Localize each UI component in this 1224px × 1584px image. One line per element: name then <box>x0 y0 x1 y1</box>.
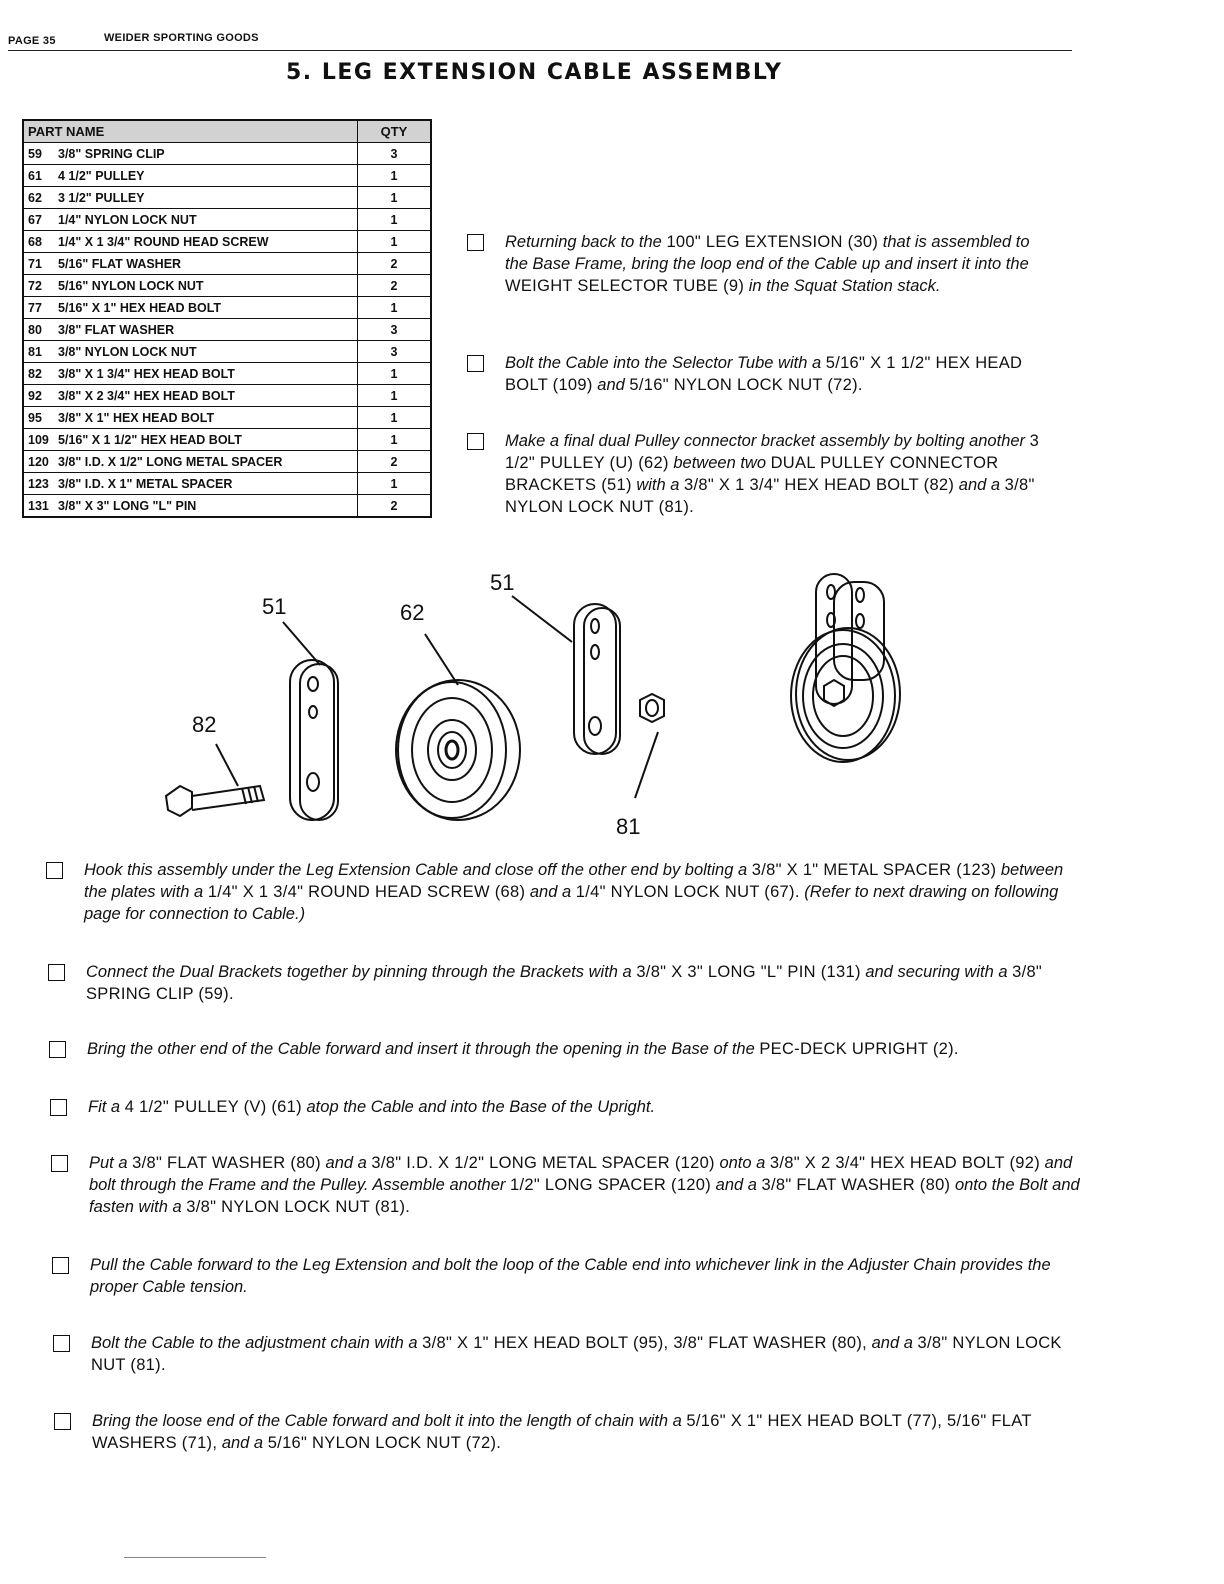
table-row <box>23 209 431 231</box>
part-name: 5/16" NYLON LOCK NUT <box>58 278 204 293</box>
checkbox[interactable] <box>467 234 484 251</box>
table-header-row <box>23 120 431 143</box>
step-bottom-8: Bring the loose end of the Cable forward and bolt it into the length of chain with a 5/16" X 1" HEX HEAD BOLT (77), 5/16" FLAT WASHERS (71), and a 5/16" NYLON LOCK NUT (72). <box>92 1410 1086 1454</box>
callout-81: 81 <box>616 814 641 839</box>
part-name-cell <box>23 495 358 518</box>
part-qty: 2 <box>358 495 432 518</box>
table-row <box>23 187 431 209</box>
part-name: 5/16" X 1" HEX HEAD BOLT <box>58 300 222 315</box>
part-name: 3/8" SPRING CLIP <box>58 146 165 161</box>
part-number: 81 <box>28 344 42 359</box>
checkbox[interactable] <box>46 862 63 879</box>
part-name: 3/8" FLAT WASHER <box>58 322 175 337</box>
part-name-cell <box>23 297 358 319</box>
part-name: 3/8" NYLON LOCK NUT <box>58 344 197 359</box>
part-number: 68 <box>28 234 42 249</box>
callout-51-left: 51 <box>262 594 287 619</box>
part-name-cell <box>23 165 358 187</box>
table-row <box>23 341 431 363</box>
table-row <box>23 451 431 473</box>
footer-rule <box>124 1557 266 1558</box>
part-qty: 2 <box>358 451 432 473</box>
part-number: 82 <box>28 366 42 381</box>
checkbox[interactable] <box>50 1099 67 1116</box>
part-qty: 3 <box>358 143 432 165</box>
part-name: 3/8" X 1 3/4" HEX HEAD BOLT <box>58 366 235 381</box>
page-title: 5. LEG EXTENSION CABLE ASSEMBLY <box>286 60 783 85</box>
part-name: 5/16" X 1 1/2" HEX HEAD BOLT <box>58 432 242 447</box>
step-top-2: Bolt the Cable into the Selector Tube with a 5/16" X 1 1/2" HEX HEAD BOLT (109) and 5/16" NYLON LOCK NUT (72). <box>505 352 1050 396</box>
part-qty: 1 <box>358 297 432 319</box>
company-name: WEIDER SPORTING GOODS <box>104 32 259 44</box>
part-name: 1/4" X 1 3/4" ROUND HEAD SCREW <box>58 234 269 249</box>
part-number: 92 <box>28 388 42 403</box>
part-qty: 1 <box>358 473 432 495</box>
callout-82: 82 <box>192 712 217 737</box>
step-bottom-4: Fit a 4 1/2" PULLEY (V) (61) atop the Cable and into the Base of the Upright. <box>88 1096 1082 1118</box>
checkbox[interactable] <box>52 1257 69 1274</box>
checkbox[interactable] <box>53 1335 70 1352</box>
part-number: 71 <box>28 256 42 271</box>
table-row <box>23 473 431 495</box>
part-name-cell <box>23 407 358 429</box>
part-name-cell <box>23 473 358 495</box>
parts-table <box>22 119 432 518</box>
table-row <box>23 165 431 187</box>
part-number: 95 <box>28 410 42 425</box>
checkbox[interactable] <box>48 964 65 981</box>
part-number: 59 <box>28 146 42 161</box>
part-name: 3/8" X 3" LONG "L" PIN <box>58 498 197 513</box>
part-name-cell <box>23 187 358 209</box>
part-name-cell <box>23 231 358 253</box>
col-part-name: PART NAME <box>23 120 358 143</box>
part-qty: 2 <box>358 253 432 275</box>
part-qty: 2 <box>358 275 432 297</box>
part-number: 120 <box>28 454 49 469</box>
checkbox[interactable] <box>49 1041 66 1058</box>
part-number: 67 <box>28 212 42 227</box>
part-name-cell <box>23 319 358 341</box>
part-number: 123 <box>28 476 49 491</box>
checkbox[interactable] <box>467 433 484 450</box>
part-qty: 1 <box>358 429 432 451</box>
table-row <box>23 253 431 275</box>
part-name: 3/8" X 1" HEX HEAD BOLT <box>58 410 215 425</box>
part-number: 61 <box>28 168 42 183</box>
step-bottom-5: Put a 3/8" FLAT WASHER (80) and a 3/8" I.D. X 1/2" LONG METAL SPACER (120) onto a 3/8" X 2 3/4" HEX HEAD BOLT (92) and bolt through the Frame and the Pulley. Assemble another 1/2" LONG SPACER (120) and a 3/8" FLAT WASHER (80) onto the Bolt and fasten with a 3/8" NYLON LOCK NUT (81). <box>89 1152 1083 1218</box>
page-number: PAGE 35 <box>8 35 56 47</box>
step-top-3: Make a final dual Pulley connector bracket assembly by bolting another 3 1/2" PULLEY (U) (62) between two DUAL PULLEY CONNECTOR BRACKETS (51) with a 3/8" X 1 3/4" HEX HEAD BOLT (82) and a 3/8" NYLON LOCK NUT (81). <box>505 430 1053 518</box>
part-name-cell <box>23 429 358 451</box>
part-name-cell <box>23 143 358 165</box>
part-number: 80 <box>28 322 42 337</box>
step-bottom-6: Pull the Cable forward to the Leg Extension and bolt the loop of the Cable end into whichever link in the Adjuster Chain provides the proper Cable tension. <box>90 1254 1084 1298</box>
part-name-cell <box>23 275 358 297</box>
part-qty: 1 <box>358 407 432 429</box>
step-bottom-1: Hook this assembly under the Leg Extension Cable and close off the other end by bolting a 3/8" X 1" METAL SPACER (123) between the plates with a 1/4" X 1 3/4" ROUND HEAD SCREW (68) and a 1/4" NYLON LOCK NUT (67). (Refer to next drawing on following page for connection to Cable.) <box>84 859 1080 925</box>
part-qty: 1 <box>358 165 432 187</box>
part-qty: 3 <box>358 341 432 363</box>
col-qty: QTY <box>358 120 432 143</box>
step-top-1: Returning back to the 100" LEG EXTENSION (30) that is assembled to the Base Frame, bring the loop end of the Cable up and insert it into the WEIGHT SELECTOR TUBE (9) in the Squat Station stack. <box>505 231 1050 297</box>
part-qty: 1 <box>358 187 432 209</box>
part-name: 3/8" I.D. X 1" METAL SPACER <box>58 476 233 491</box>
step-bottom-7: Bolt the Cable to the adjustment chain with a 3/8" X 1" HEX HEAD BOLT (95), 3/8" FLAT WASHER (80), and a 3/8" NYLON LOCK NUT (81). <box>91 1332 1085 1376</box>
part-name: 1/4" NYLON LOCK NUT <box>58 212 197 227</box>
part-name: 4 1/2" PULLEY <box>58 168 145 183</box>
part-name-cell <box>23 253 358 275</box>
part-name-cell <box>23 363 358 385</box>
part-number: 109 <box>28 432 49 447</box>
part-qty: 1 <box>358 209 432 231</box>
part-name-cell <box>23 209 358 231</box>
part-qty: 1 <box>358 363 432 385</box>
table-row <box>23 143 431 165</box>
table-row <box>23 407 431 429</box>
checkbox[interactable] <box>467 355 484 372</box>
page-header <box>8 32 1072 51</box>
part-qty: 1 <box>358 231 432 253</box>
callout-51-right: 51 <box>490 570 515 595</box>
table-row <box>23 319 431 341</box>
table-row <box>23 429 431 451</box>
part-name-cell <box>23 385 358 407</box>
table-row <box>23 297 431 319</box>
part-name-cell <box>23 341 358 363</box>
part-qty: 1 <box>358 385 432 407</box>
part-name: 5/16" FLAT WASHER <box>58 256 182 271</box>
step-bottom-2: Connect the Dual Brackets together by pinning through the Brackets with a 3/8" X 3" LONG "L" PIN (131) and securing with a 3/8" SPRING CLIP (59). <box>86 961 1080 1005</box>
part-number: 72 <box>28 278 42 293</box>
part-name: 3/8" I.D. X 1/2" LONG METAL SPACER <box>58 454 283 469</box>
part-qty: 3 <box>358 319 432 341</box>
callout-62: 62 <box>400 600 425 625</box>
table-row <box>23 275 431 297</box>
checkbox[interactable] <box>51 1155 68 1172</box>
assembly-diagram <box>140 560 940 850</box>
part-name-cell <box>23 451 358 473</box>
table-row <box>23 385 431 407</box>
table-row <box>23 495 431 518</box>
part-name: 3/8" X 2 3/4" HEX HEAD BOLT <box>58 388 235 403</box>
part-number: 77 <box>28 300 42 315</box>
checkbox[interactable] <box>54 1413 71 1430</box>
table-row <box>23 363 431 385</box>
step-bottom-3: Bring the other end of the Cable forward and insert it through the opening in the Base of the PEC-DECK UPRIGHT (2). <box>87 1038 1081 1060</box>
part-number: 62 <box>28 190 42 205</box>
part-name: 3 1/2" PULLEY <box>58 190 145 205</box>
part-number: 131 <box>28 498 49 513</box>
table-row <box>23 231 431 253</box>
